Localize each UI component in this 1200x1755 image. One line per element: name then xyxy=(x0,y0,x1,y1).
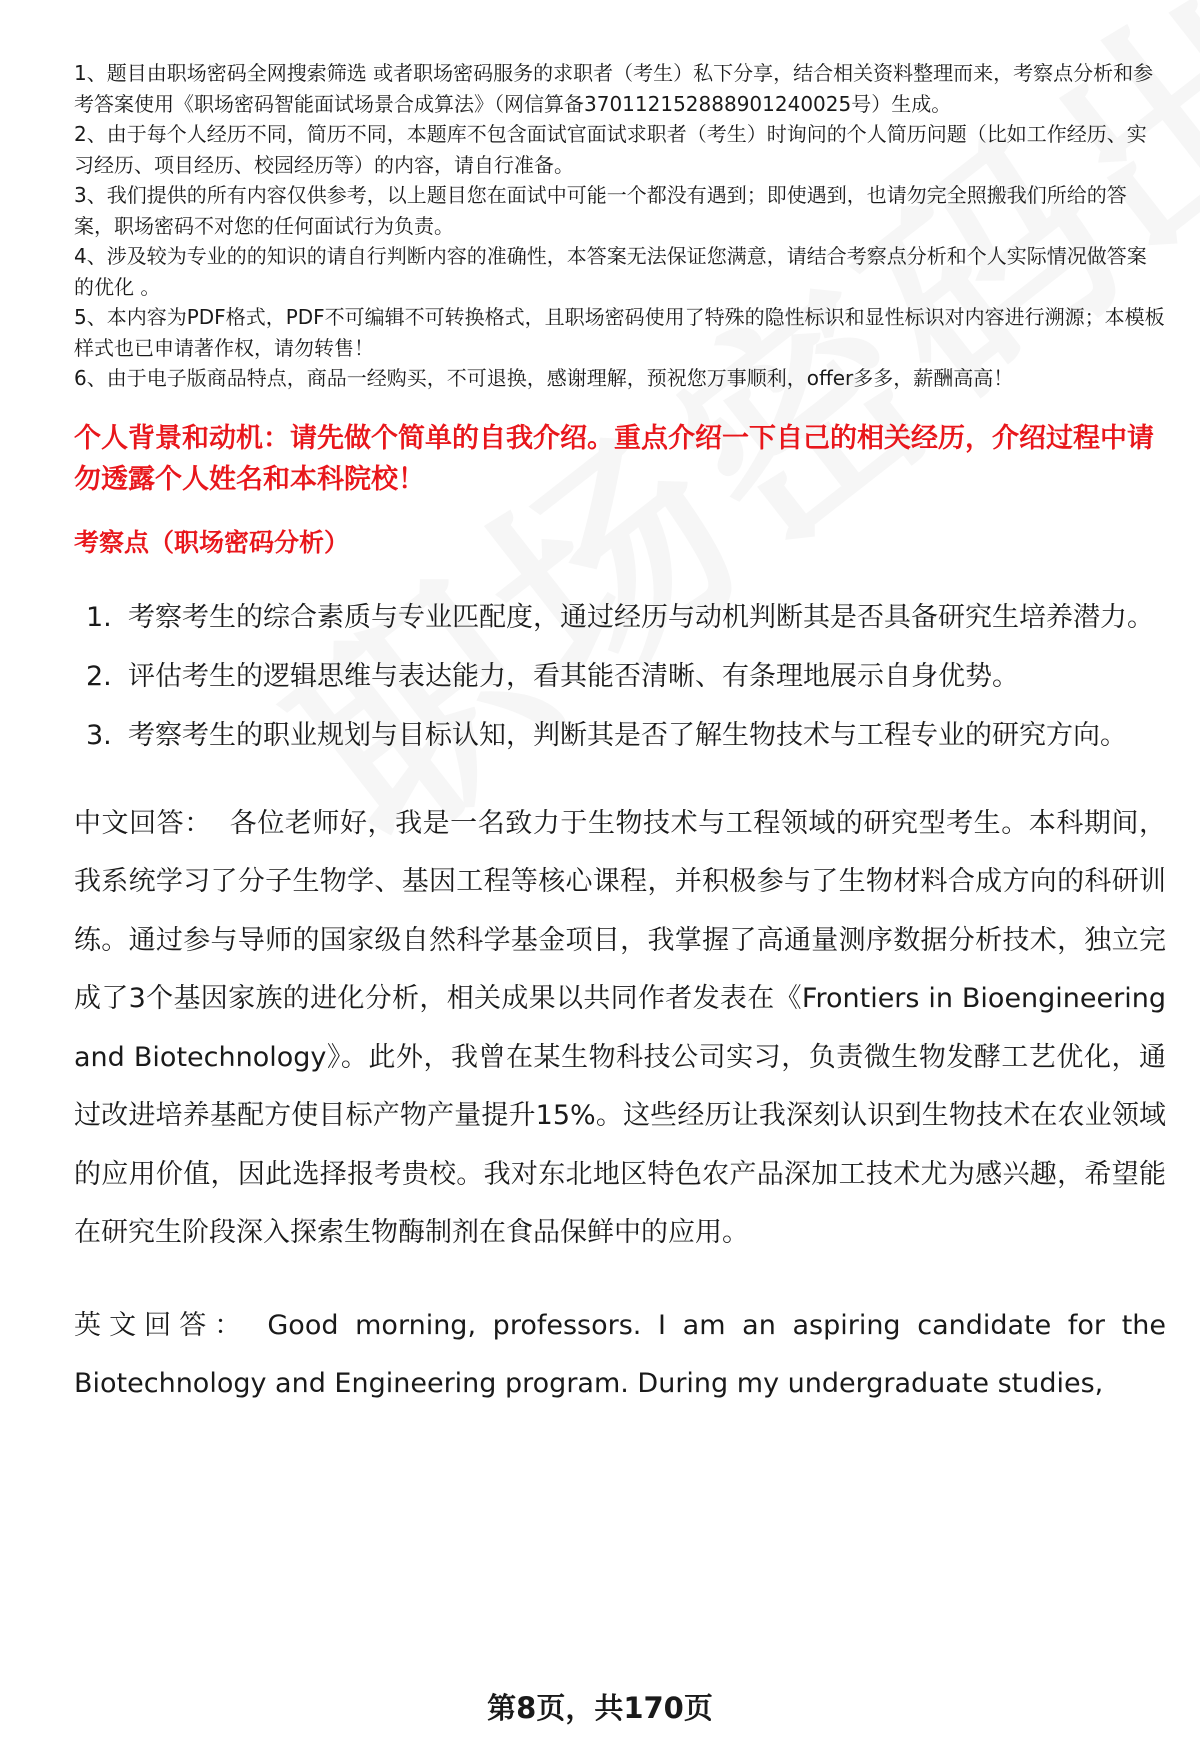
point-number: 3. xyxy=(86,719,112,751)
chinese-answer-text: 各位老师好，我是一名致力于生物技术与工程领域的研究型考生。本科期间，我系统学习了分子生物学、基因工程等核心课程，并积极参与了生物材料合成方向的科研训练。通过参与导师的国家级自然科学基金项目，我掌握了高通量测序数据分析技术，独立完成了3个基因家族的进化分析，相关成果以共同作者发表在《Frontiers in Bioengineering and Biotechnology》。此外，我曾在某生物科技公司实习，负责微生物发酵工艺优化，通过改进培养基配方使目标产物产量提升15%。这些经历让我深刻认识到生物技术在农业领域的应用价值，因此选择报考贵校。我对东北地区特色农产品深加工技术尤为感兴趣，希望能在研究生阶段深入探索生物酶制剂在食品保鲜中的应用。 xyxy=(74,807,1167,1248)
disclaimer-item: 6、由于电子版商品特点，商品一经购买，不可退换，感谢理解，预祝您万事顺利，offer多多，薪酬高高！ xyxy=(74,366,1014,390)
point-number: 1. xyxy=(86,601,112,633)
chinese-answer xyxy=(74,795,1166,1263)
point-number: 2. xyxy=(86,660,112,692)
analysis-point xyxy=(74,647,1166,706)
interview-question: 个人背景和动机：请先做个简单的自我介绍。重点介绍一下自己的相关经历，介绍过程中请勿透露个人姓名和本科院校！ xyxy=(74,422,1154,495)
analysis-points xyxy=(74,588,1166,765)
analysis-point xyxy=(74,706,1166,765)
disclaimer-item: 5、本内容为PDF格式，PDF不可编辑不可转换格式，且职场密码使用了特殊的隐性标识和显性标识对内容进行溯源；本模板样式也已申请著作权，请勿转售！ xyxy=(74,305,1165,360)
english-answer-label: 英文回答： xyxy=(74,1309,250,1341)
analysis-title: 考察点（职场密码分析） xyxy=(74,527,350,557)
document-page xyxy=(74,58,1166,1414)
english-answer xyxy=(74,1297,1166,1414)
point-text: 考察考生的职业规划与目标认知，判断其是否了解生物技术与工程专业的研究方向。 xyxy=(128,719,1127,751)
disclaimer-block xyxy=(74,58,1166,394)
disclaimer-item: 4、涉及较为专业的的知识的请自行判断内容的准确性，本答案无法保证您满意，请结合考察点分析和个人实际情况做答案的优化 。 xyxy=(74,244,1147,299)
chinese-answer-label: 中文回答： xyxy=(74,807,212,839)
english-answer-text: Good morning, professors. I am an aspiring candidate for the Biotechnology and Engineering program. During my undergraduate studies, xyxy=(74,1309,1167,1399)
point-text: 评估考生的逻辑思维与表达能力，看其能否清晰、有条理地展示自身优势。 xyxy=(128,660,1019,692)
disclaimer-item: 1、题目由职场密码全网搜索筛选 或者职场密码服务的求职者（考生）私下分享，结合相关资料整理而来，考察点分析和参考答案使用《职场密码智能面试场景合成算法》（网信算备370112152888901240025号）生成。 xyxy=(74,61,1154,116)
page-number: 第8页，共170页 xyxy=(487,1691,713,1725)
point-text: 考察考生的综合素质与专业匹配度，通过经历与动机判断其是否具备研究生培养潜力。 xyxy=(128,601,1154,633)
analysis-point xyxy=(74,588,1166,647)
disclaimer-item: 2、由于每个人经历不同，简历不同，本题库不包含面试官面试求职者（考生）时询问的个人简历问题（比如工作经历、实习经历、项目经历、校园经历等）的内容，请自行准备。 xyxy=(74,122,1147,177)
disclaimer-item: 3、我们提供的所有内容仅供参考，以上题目您在面试中可能一个都没有遇到；即使遇到，也请勿完全照搬我们所给的答案，职场密码不对您的任何面试行为负责。 xyxy=(74,183,1127,238)
